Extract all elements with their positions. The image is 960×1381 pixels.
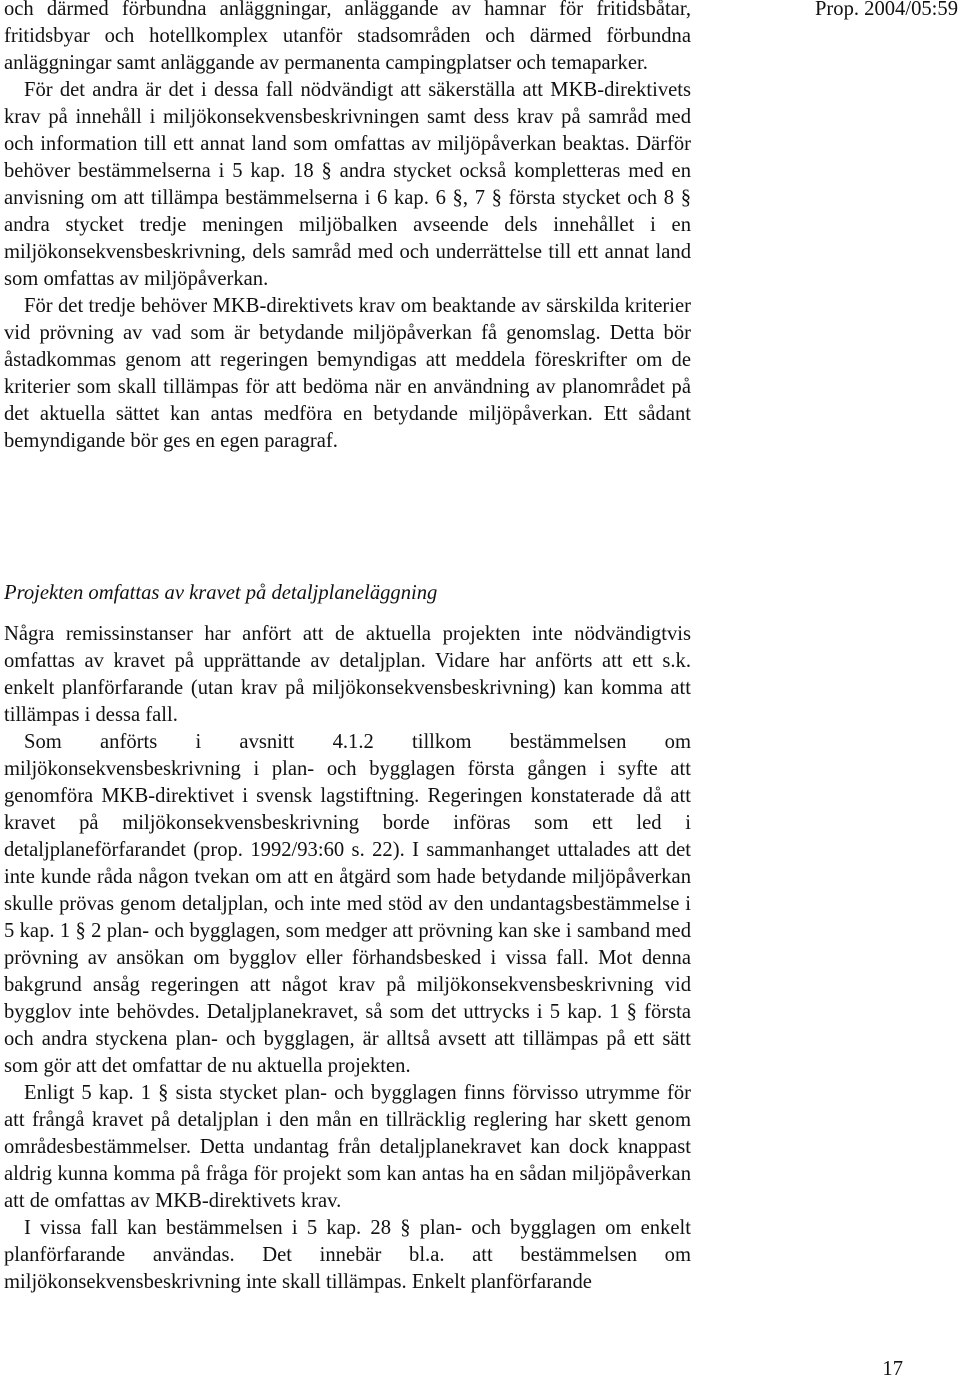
- page-number: 17: [882, 1358, 903, 1380]
- paragraph: I vissa fall kan bestämmelsen i 5 kap. 28 § plan- och bygglagen om enkelt planförfarande användas. Det innebär bl.a. att bestämmelsen om miljökonsekvensbeskrivning inte skall tillämpas. Enkelt planförfarande: [4, 1217, 691, 1293]
- proposition-reference: Prop. 2004/05:59: [814, 0, 958, 20]
- section-projekten: [4, 580, 691, 1296]
- paragraph-continuation: och därmed förbundna anläggningar, anläggande av hamnar för fritidsbåtar, fritidsbyar och hotellkomplex utanför stadsområden och därmed förbundna anläggningar samt anläggande av permanenta campingplatser och temaparker.: [4, 0, 691, 74]
- paragraph: Enligt 5 kap. 1 § sista stycket plan- och bygglagen finns förvisso utrymme för att frångå kravet på detaljplan i den mån en tillräcklig reglering har skett genom områdesbestämmelser. Detta undantag från detaljplanekravet kan dock knappast aldrig kunna komma på fråga för projekt som kan antas ha en sådan miljöpåverkan att de omfattas av MKB-direktivets krav.: [4, 1082, 691, 1212]
- paragraph: För det andra är det i dessa fall nödvändigt att säkerställa att MKB-direktivets krav på innehåll i miljökonsekvensbeskrivningen samt dess krav på samråd med och information till ett annat land som omfattas av miljöpåverkan beaktas. Därför behöver bestämmelserna i 5 kap. 18 § andra stycket också kompletteras med en anvisning om att tillämpa bestämmelserna i 6 kap. 6 §, 7 § första stycket och 8 § andra stycket tredje meningen miljöbalken avseende dels innehållet i en miljökonsekvensbeskrivning, dels samråd med och underrättelse till ett annat land som omfattas av miljöpåverkan.: [4, 79, 691, 290]
- body-text-top: [4, 0, 691, 455]
- paragraph: Några remissinstanser har anfört att de aktuella projekten inte nödvändigtvis omfattas av kravet på upprättande av detaljplan. Vidare har anförts att ett s.k. enkelt planförfarande (utan krav på miljökonsekvensbeskrivning) kan komma att tillämpas i dessa fall.: [4, 623, 691, 726]
- section-heading: Projekten omfattas av kravet på detaljplaneläggning: [4, 582, 438, 604]
- paragraph: Som anförts i avsnitt 4.1.2 tillkom bestämmelsen om miljökonsekvensbeskrivning i plan- och bygglagen första gången i syfte att genomföra MKB-direktivet i svensk lagstiftning. Regeringen konstaterade då att kravet på miljökonsekvensbeskrivning borde införas som ett led i detaljplaneförfarandet (prop. 1992/93:60 s. 22). I sammanhanget uttalades att det inte kunde råda någon tvekan om att en åtgärd som hade betydande miljöpåverkan skulle prövas genom detaljplan, och inte med stöd av den undantagsbestämmelse i 5 kap. 1 § 2 plan- och bygglagen, som medger att prövning kan ske i samband med prövning av ansökan om bygglov eller förhandsbesked i vissa fall. Mot denna bakgrund ansåg regeringen att något krav på miljökonsekvensbeskrivning vid bygglov inte behövdes. Detaljplanekravet, så som det uttrycks i 5 kap. 1 § första och andra styckena plan- och bygglagen, är alltså avsett att tillämpas på ett sätt som gör att det omfattar de nu aktuella projekten.: [4, 731, 691, 1077]
- paragraph: För det tredje behöver MKB-direktivets krav om beaktande av särskilda kriterier vid prövning av vad som är betydande miljöpåverkan få genomslag. Detta bör åstadkommas genom att regeringen bemyndigas att meddela föreskrifter om de kriterier som skall tillämpas för att bedöma när en användning av planområdet på det aktuella sättet kan antas medföra en betydande miljöpåverkan. Ett sådant bemyndigande bör ges en egen paragraf.: [4, 295, 691, 452]
